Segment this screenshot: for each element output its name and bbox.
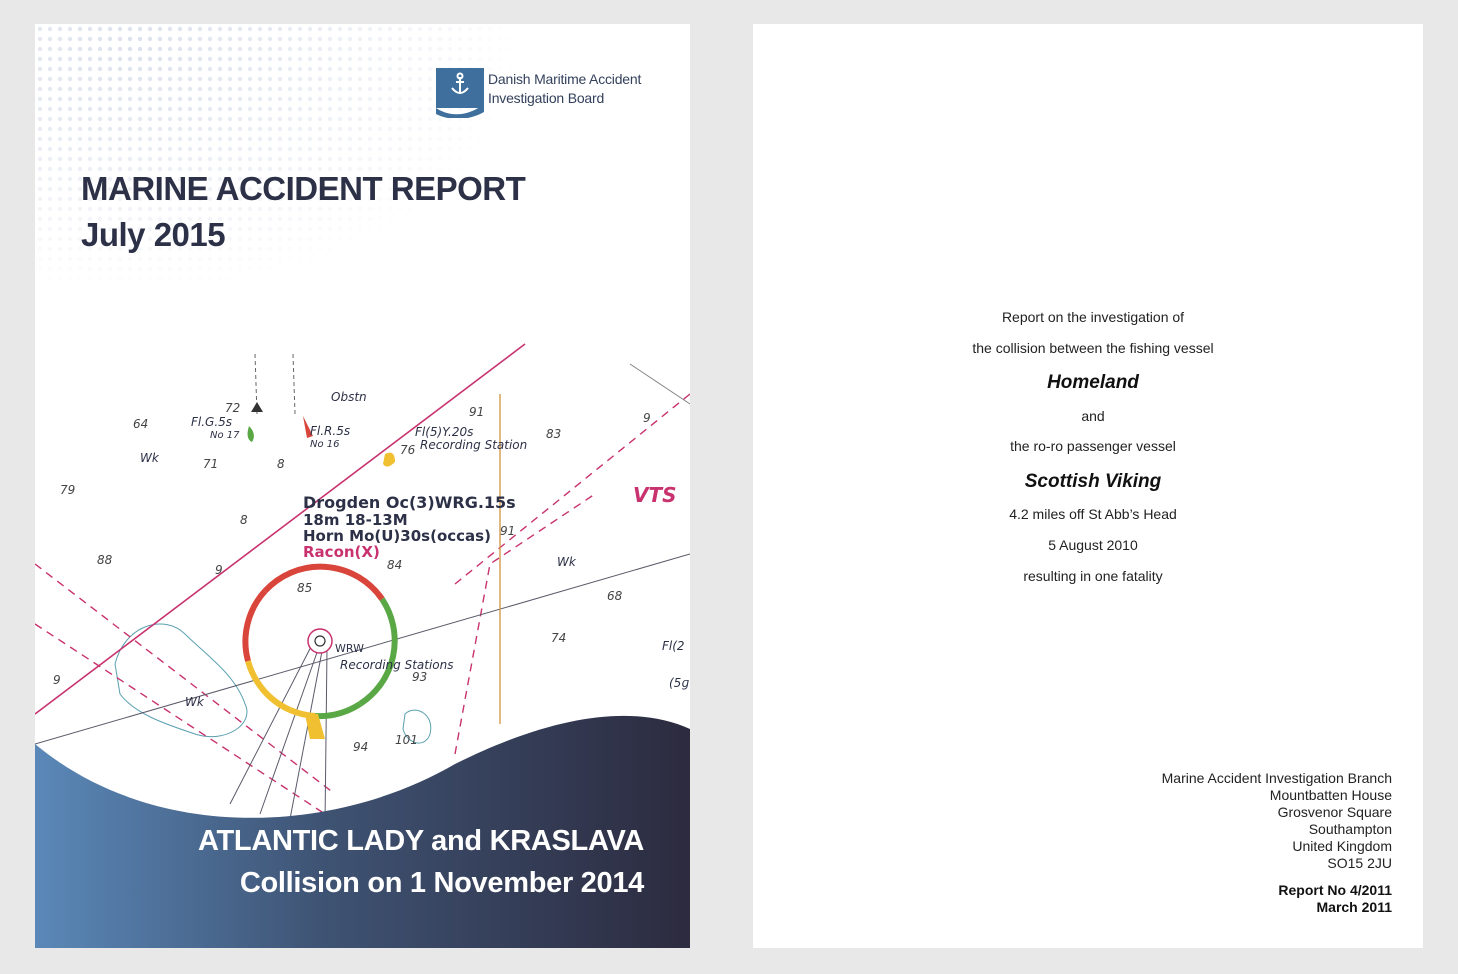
anchor-icon [436, 68, 484, 118]
subject-text: the collision between the fishing vessel [972, 340, 1214, 356]
address-line: United Kingdom [1292, 838, 1392, 854]
svg-text:85: 85 [297, 581, 313, 595]
address-line: SO15 2JU [1327, 855, 1392, 871]
cover-incident: Collision on 1 November 2014 [239, 867, 644, 899]
report-title-page [753, 24, 1423, 948]
report-reference [1278, 882, 1392, 916]
svg-text:8: 8 [277, 457, 285, 471]
report-cover [35, 24, 690, 948]
vessel2-type: the ro-ro passenger vessel [1010, 438, 1176, 454]
logo-line1: Danish Maritime Accident [488, 71, 642, 87]
chart-wrw: WRW [335, 642, 364, 655]
chart-wk-3: Wk [185, 695, 204, 709]
svg-text:72: 72 [225, 401, 241, 415]
maib-address [1162, 770, 1392, 872]
chart-obstn: Obstn [331, 390, 367, 404]
and-text: and [1081, 408, 1105, 424]
svg-text:83: 83 [546, 427, 562, 441]
svg-text:9: 9 [215, 563, 223, 577]
svg-text:91: 91 [500, 524, 516, 538]
cover-title-date: July 2015 [81, 216, 226, 253]
outcome-text: resulting in one fatality [1023, 568, 1163, 584]
date-text: 5 August 2010 [1048, 537, 1138, 553]
svg-text:76: 76 [400, 443, 416, 457]
chart-light-name: Drogden Oc(3)WRG.15s [303, 493, 516, 512]
address-line: Grosvenor Square [1277, 804, 1392, 820]
intro-text: Report on the investigation of [1001, 309, 1185, 325]
chart-recording-station: Recording Station [420, 438, 528, 452]
chart-racon: Racon(X) [303, 543, 380, 561]
dmaib-logo [436, 68, 676, 120]
report-number: Report No 4/2011 [1278, 882, 1392, 898]
report-date: March 2011 [1316, 899, 1392, 915]
svg-text:9: 9 [53, 673, 61, 687]
chart-fl2: Fl(2 [662, 639, 685, 653]
svg-text:68: 68 [607, 589, 623, 603]
location-text: 4.2 miles off St Abb’s Head [1009, 506, 1177, 522]
svg-text:94: 94 [353, 740, 369, 754]
cover-title [81, 166, 525, 258]
chart-buoy3: Fl(5)Y.20s [415, 425, 474, 439]
chart-wk-2: Wk [557, 555, 576, 569]
address-line: Marine Accident Investigation Branch [1161, 770, 1392, 786]
address-line: Southampton [1308, 821, 1392, 837]
chart-vts: VTS [633, 483, 677, 507]
cover-vessels: ATLANTIC LADY and KRASLAVA [198, 825, 644, 857]
chart-buoy1: Fl.G.5s [191, 415, 233, 429]
logo-line2: Investigation Board [488, 90, 605, 106]
svg-text:79: 79 [60, 483, 76, 497]
chart-light-height: 18m 18-13M [303, 511, 408, 529]
svg-text:101: 101 [395, 733, 418, 747]
svg-text:8: 8 [240, 513, 248, 527]
chart-buoy2-no: No 16 [310, 439, 340, 450]
svg-text:93: 93 [412, 670, 428, 684]
svg-text:71: 71 [203, 457, 219, 471]
svg-text:91: 91 [469, 405, 485, 419]
cover-subtitle [198, 820, 644, 904]
svg-text:88: 88 [97, 553, 113, 567]
svg-text:9: 9 [643, 411, 651, 425]
nautical-chart-illustration [35, 24, 690, 948]
vessel2-name: Scottish Viking [1024, 471, 1162, 492]
cover-title-line1: MARINE ACCIDENT REPORT [81, 170, 526, 207]
chart-buoy1-no: No 17 [210, 430, 240, 441]
chart-horn: Horn Mo(U)30s(occas) [303, 527, 491, 545]
chart-wk-1: Wk [140, 451, 159, 465]
address-line: Mountbatten House [1269, 787, 1392, 803]
svg-text:74: 74 [551, 631, 567, 645]
chart-recording-stations: Recording Stations [340, 658, 454, 672]
chart-buoy2: Fl.R.5s [310, 424, 351, 438]
vessel1-name: Homeland [1047, 372, 1139, 393]
svg-text:84: 84 [387, 558, 403, 572]
chart-s59: (5ɡ [669, 676, 689, 690]
svg-text:64: 64 [133, 417, 149, 431]
